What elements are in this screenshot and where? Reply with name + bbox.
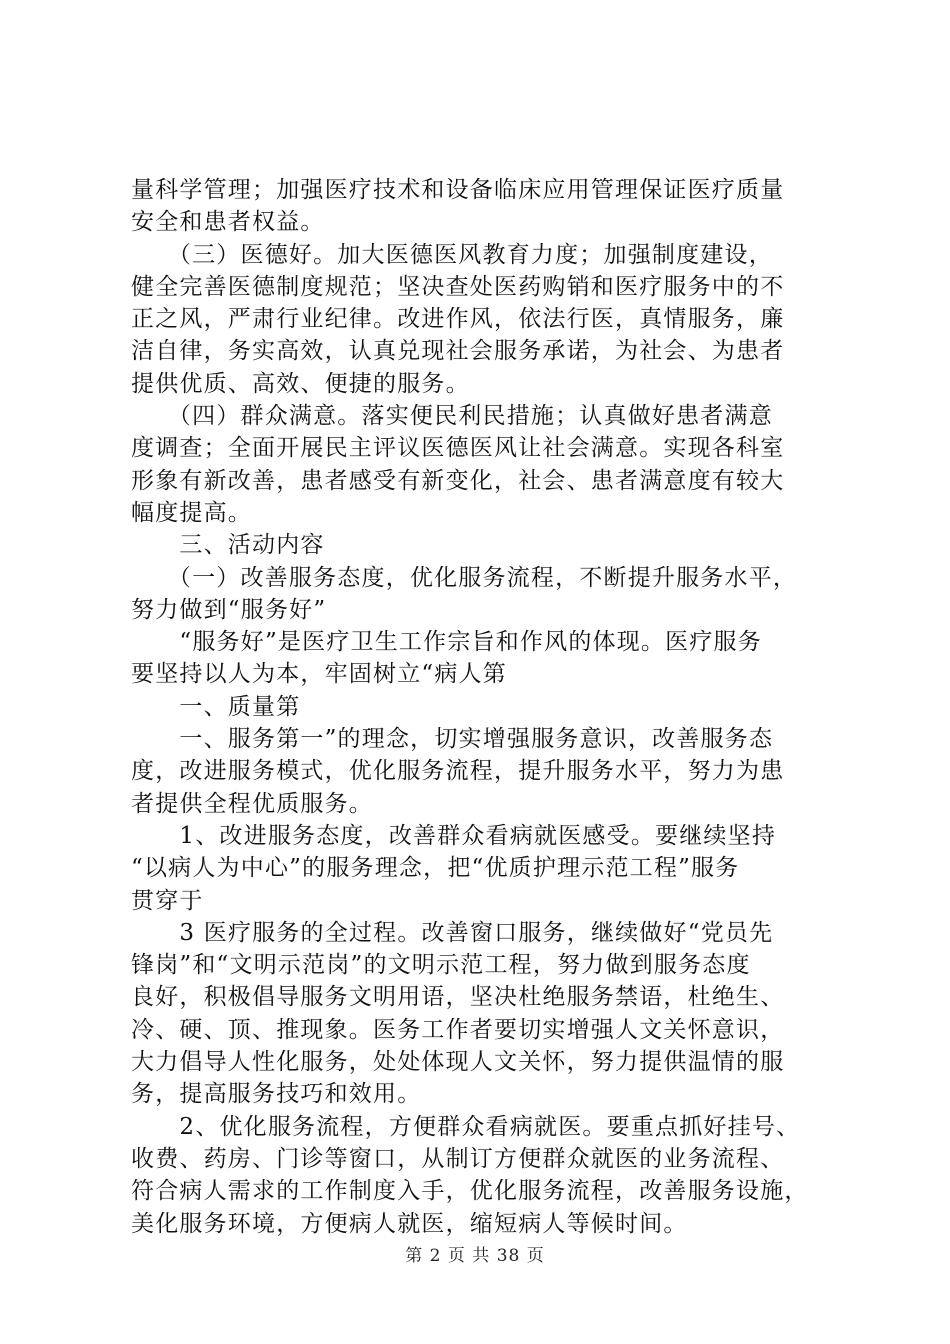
document-body <box>131 174 831 1240</box>
text-line: 三、活动内容 <box>131 532 325 559</box>
text-line: 一、质量第 <box>131 693 301 720</box>
text-line: 量科学管理；加强医疗技术和设备临床应用管理保证医疗质量 <box>131 177 785 203</box>
text-line: 安全和患者权益。 <box>131 209 325 236</box>
text-line: 度调查；全面开展民主评议医德医风让社会满意。实现各科室 <box>131 435 785 462</box>
text-line: 要坚持以人为本，牢固树立“病人第 <box>131 661 507 688</box>
text-line: 3 医疗服务的全过程。改善窗口服务，继续做好“党员先 <box>131 919 774 946</box>
text-line: 符合病人需求的工作制度入手，优化服务流程，改善服务设施， <box>131 1178 809 1205</box>
text-line: “以病人为中心”的服务理念，把“优质护理示范工程”服务 <box>131 855 740 882</box>
text-line: 2、优化服务流程，方便群众看病就医。要重点抓好挂号、 <box>131 1113 801 1140</box>
text-line: 洁自律，务实高效，认真兑现社会服务承诺，为社会、为患者 <box>131 338 785 365</box>
text-line: 贯穿于 <box>131 887 204 914</box>
text-line: 正之风，严肃行业纪律。改进作风，依法行医，真情服务，廉 <box>131 306 785 333</box>
text-line: 提供优质、高效、便捷的服务。 <box>131 370 470 397</box>
text-line: 冷、硬、顶、推现象。医务工作者要切实增强人文关怀意识， <box>131 1016 785 1043</box>
text-line: 良好，积极倡导服务文明用语，坚决杜绝服务禁语，杜绝生、 <box>131 984 785 1011</box>
text-line: 者提供全程优质服务。 <box>131 790 373 817</box>
text-line: 美化服务环境，方便病人就医，缩短病人等候时间。 <box>131 1210 688 1237</box>
text-line: 1、改进服务态度，改善群众看病就医感受。要继续坚持 <box>131 822 777 849</box>
text-line: 收费、药房、门诊等窗口，从制订方便群众就医的业务流程、 <box>131 1145 785 1172</box>
text-line: 幅度提高。 <box>131 499 252 526</box>
text-line: 一、服务第一”的理念，切实增强服务意识，改善服务态 <box>131 726 774 753</box>
text-line: 形象有新改善，患者感受有新变化，社会、患者满意度有较大 <box>131 467 785 494</box>
text-line: 大力倡导人性化服务，处处体现人文关怀，努力提供温情的服 <box>131 1049 785 1076</box>
text-line: 健全完善医德制度规范；坚决查处医药购销和医疗服务中的不 <box>131 273 785 300</box>
page-number-footer: 第 2 页 共 38 页 <box>405 1246 545 1266</box>
text-line: “服务好”是医疗卫生工作宗旨和作风的体现。医疗服务 <box>131 629 762 656</box>
text-line: 度，改进服务模式，优化服务流程，提升服务水平，努力为患 <box>131 758 785 785</box>
text-line: （一）改善服务态度，优化服务流程，不断提升服务水平， <box>131 564 798 591</box>
text-line: 努力做到“服务好” <box>131 596 327 623</box>
text-line: （三）医德好。加大医德医风教育力度；加强制度建设， <box>131 241 773 268</box>
text-line: （四）群众满意。落实便民利民措施；认真做好患者满意 <box>131 403 773 430</box>
text-line: 锋岗”和“文明示范岗”的文明示范工程，努力做到服务态度 <box>131 952 751 979</box>
text-line: 务，提高服务技巧和效用。 <box>131 1081 422 1108</box>
